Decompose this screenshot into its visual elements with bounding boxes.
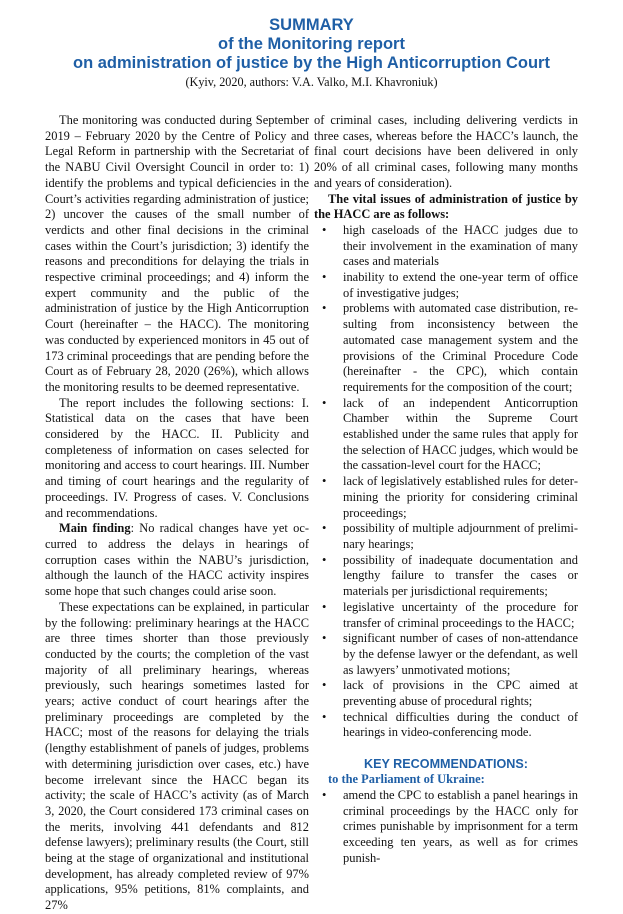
recommendations-subheading: to the Parliament of Ukraine: bbox=[328, 772, 485, 787]
bullet-icon: • bbox=[322, 474, 327, 489]
bullet-icon: • bbox=[322, 270, 327, 285]
document-header bbox=[0, 16, 623, 90]
issue-item: • possibility of multiple adjournment of preliminary hearings; bbox=[322, 521, 578, 551]
expectations-paragraph: These expectations can be explained, in particular by the following: preliminary hearings at the HACC are three times shorter than those previously conducted by the courts; the completion of the vast majority of all preliminary hearings, whereas previously, such hearings sometimes lasted for years; active conduct of court hearings after the preliminary proceedings are completed by the HACC; most of the reasons for delaying the trials (lengthy establishment of panels of judges, problems with determining jurisdiction over cases, etc.) have become irrelevant since the HACC began its activity; the scale of HACC’s activity (as of March 3, 2020, the Court considered 173 criminal cases on the merits, involving 441 defendants and 812 defense lawyers); preliminary results (the Court, still being at the stage of organizational and institutional development, has already completed review of 97% applications, 95% petitions, 81% complaints, and 27% bbox=[45, 599, 309, 913]
issue-item: • lack of an independent Anticorruption Chamber within the Supreme Court established under the same rules that apply for the selection of HACC judges, which would be the cassation-level court for the HACC; bbox=[322, 395, 578, 473]
issues-list bbox=[314, 223, 578, 741]
issue-item: • high caseloads of the HACC judges due to their involvement in the examination of many cases and materials bbox=[322, 222, 578, 269]
bullet-icon: • bbox=[322, 631, 327, 646]
issue-item: • legislative uncertainty of the procedure for transfer of criminal proceedings to the HACC; bbox=[322, 599, 578, 630]
bullet-icon: • bbox=[322, 301, 327, 316]
issue-item: • lack of legislatively established rules for determining the priority for considering criminal proceedings; bbox=[322, 474, 578, 520]
main-finding-label: Main finding bbox=[59, 521, 131, 536]
bullet-icon: • bbox=[322, 787, 327, 802]
main-finding-paragraph bbox=[45, 521, 309, 600]
bullet-icon: • bbox=[322, 222, 327, 237]
recommendation-item: • amend the CPC to establish a panel hearings in criminal proceedings by the HACC only for crimes punishable by imprisonment for a term exceeding ten years, as well as for crimes punish- bbox=[322, 787, 578, 865]
bullet-icon: • bbox=[322, 521, 327, 536]
bullet-icon: • bbox=[322, 395, 327, 410]
document-meta: (Kyiv, 2020, authors: V.A. Valko, M.I. Khavroniuk) bbox=[185, 75, 438, 89]
issue-item: • problems with automated case distribution, resulting from inconsistency between the automated case management system and the provisions of the Criminal Procedure Code (hereinafter - the CPC), which contain requirements for the composition of the court; bbox=[322, 301, 578, 394]
issue-item: • inability to extend the one-year term of office of investigative judges; bbox=[322, 270, 578, 300]
intro-paragraph: The monitoring was conducted during September 2019 – February 2020 by the Centre of Policy and Legal Reform in partnership with the Secretariat of the NABU Civil Oversight Council in order to: 1) identify the problems and typical deficiencies in the Court’s activities regarding administration of justice; 2) uncover the causes of the small number of verdicts and other final decisions in the criminal cases within the Court’s jurisdiction; 3) identify the reasons and preconditions for delaying the trials in respective criminal proceedings; and 4) inform the expert community and the public of the administration of justice by the High Anticorruption Court (hereinafter – the HACC). The monitoring was conducted by experienced monitors in 45 out of 173 criminal proceedings that are pending before the Court as of February 28, 2020 (26%), which allows the monitoring results to be deemed representative. bbox=[45, 113, 309, 394]
recommendations-heading: KEY RECOMMENDATIONS: bbox=[364, 757, 528, 772]
recommendations-list bbox=[314, 788, 578, 867]
document-subtitle-line-1: of the Monitoring report bbox=[218, 35, 405, 53]
issue-item: • lack of provisions in the CPC aimed at preventing abuse of procedural rights; bbox=[322, 678, 578, 709]
right-column bbox=[314, 113, 578, 866]
issues-heading: The vital issues of administration of justice by the HACC are as follows: bbox=[314, 191, 578, 222]
bullet-icon: • bbox=[322, 709, 327, 724]
bullet-icon: • bbox=[322, 552, 327, 567]
sections-paragraph: The report includes the following sections: I. Statistical data on the cases that have been considered by the HACC. II. Publicity and completeness of information on cases selected for monitoring and access to court hearings. III. Number and timing of court hearings and the regularity of proceedings. IV. Progress of cases. V. Conclusions and recommendations. bbox=[45, 395, 309, 520]
bullet-icon: • bbox=[322, 599, 327, 614]
document-title: SUMMARY bbox=[269, 16, 354, 34]
issue-item: • possibility of inadequate documentation and lengthy failure to transfer the cases or materials per jurisdictional requirements; bbox=[322, 552, 578, 599]
issue-item: • technical difficulties during the conduct of hearings in video-conferencing mode. bbox=[322, 709, 578, 740]
bullet-icon: • bbox=[322, 678, 327, 693]
document-subtitle-line-2: on administration of justice by the High Anticorruption Court bbox=[73, 54, 550, 72]
left-column bbox=[45, 113, 309, 914]
continued-paragraph: of criminal cases, including delivering verdicts in three cases, whereas before the HACC’s launch, the final court decisions have been delivered in only 20% of all criminal cases, following many months and years of consideration). bbox=[314, 113, 578, 190]
issue-item: • significant number of cases of non-attendance by the defense lawyer or the defendant, as well as lawyers’ unmotivated motions; bbox=[322, 631, 578, 677]
main-finding-text: : No radical changes have yet occurred to address the delays in hearings of corruption cases within the NABU’s jurisdiction, although the launch of the HACC activity inspires some hope that such changes could arise soon. bbox=[45, 521, 309, 599]
